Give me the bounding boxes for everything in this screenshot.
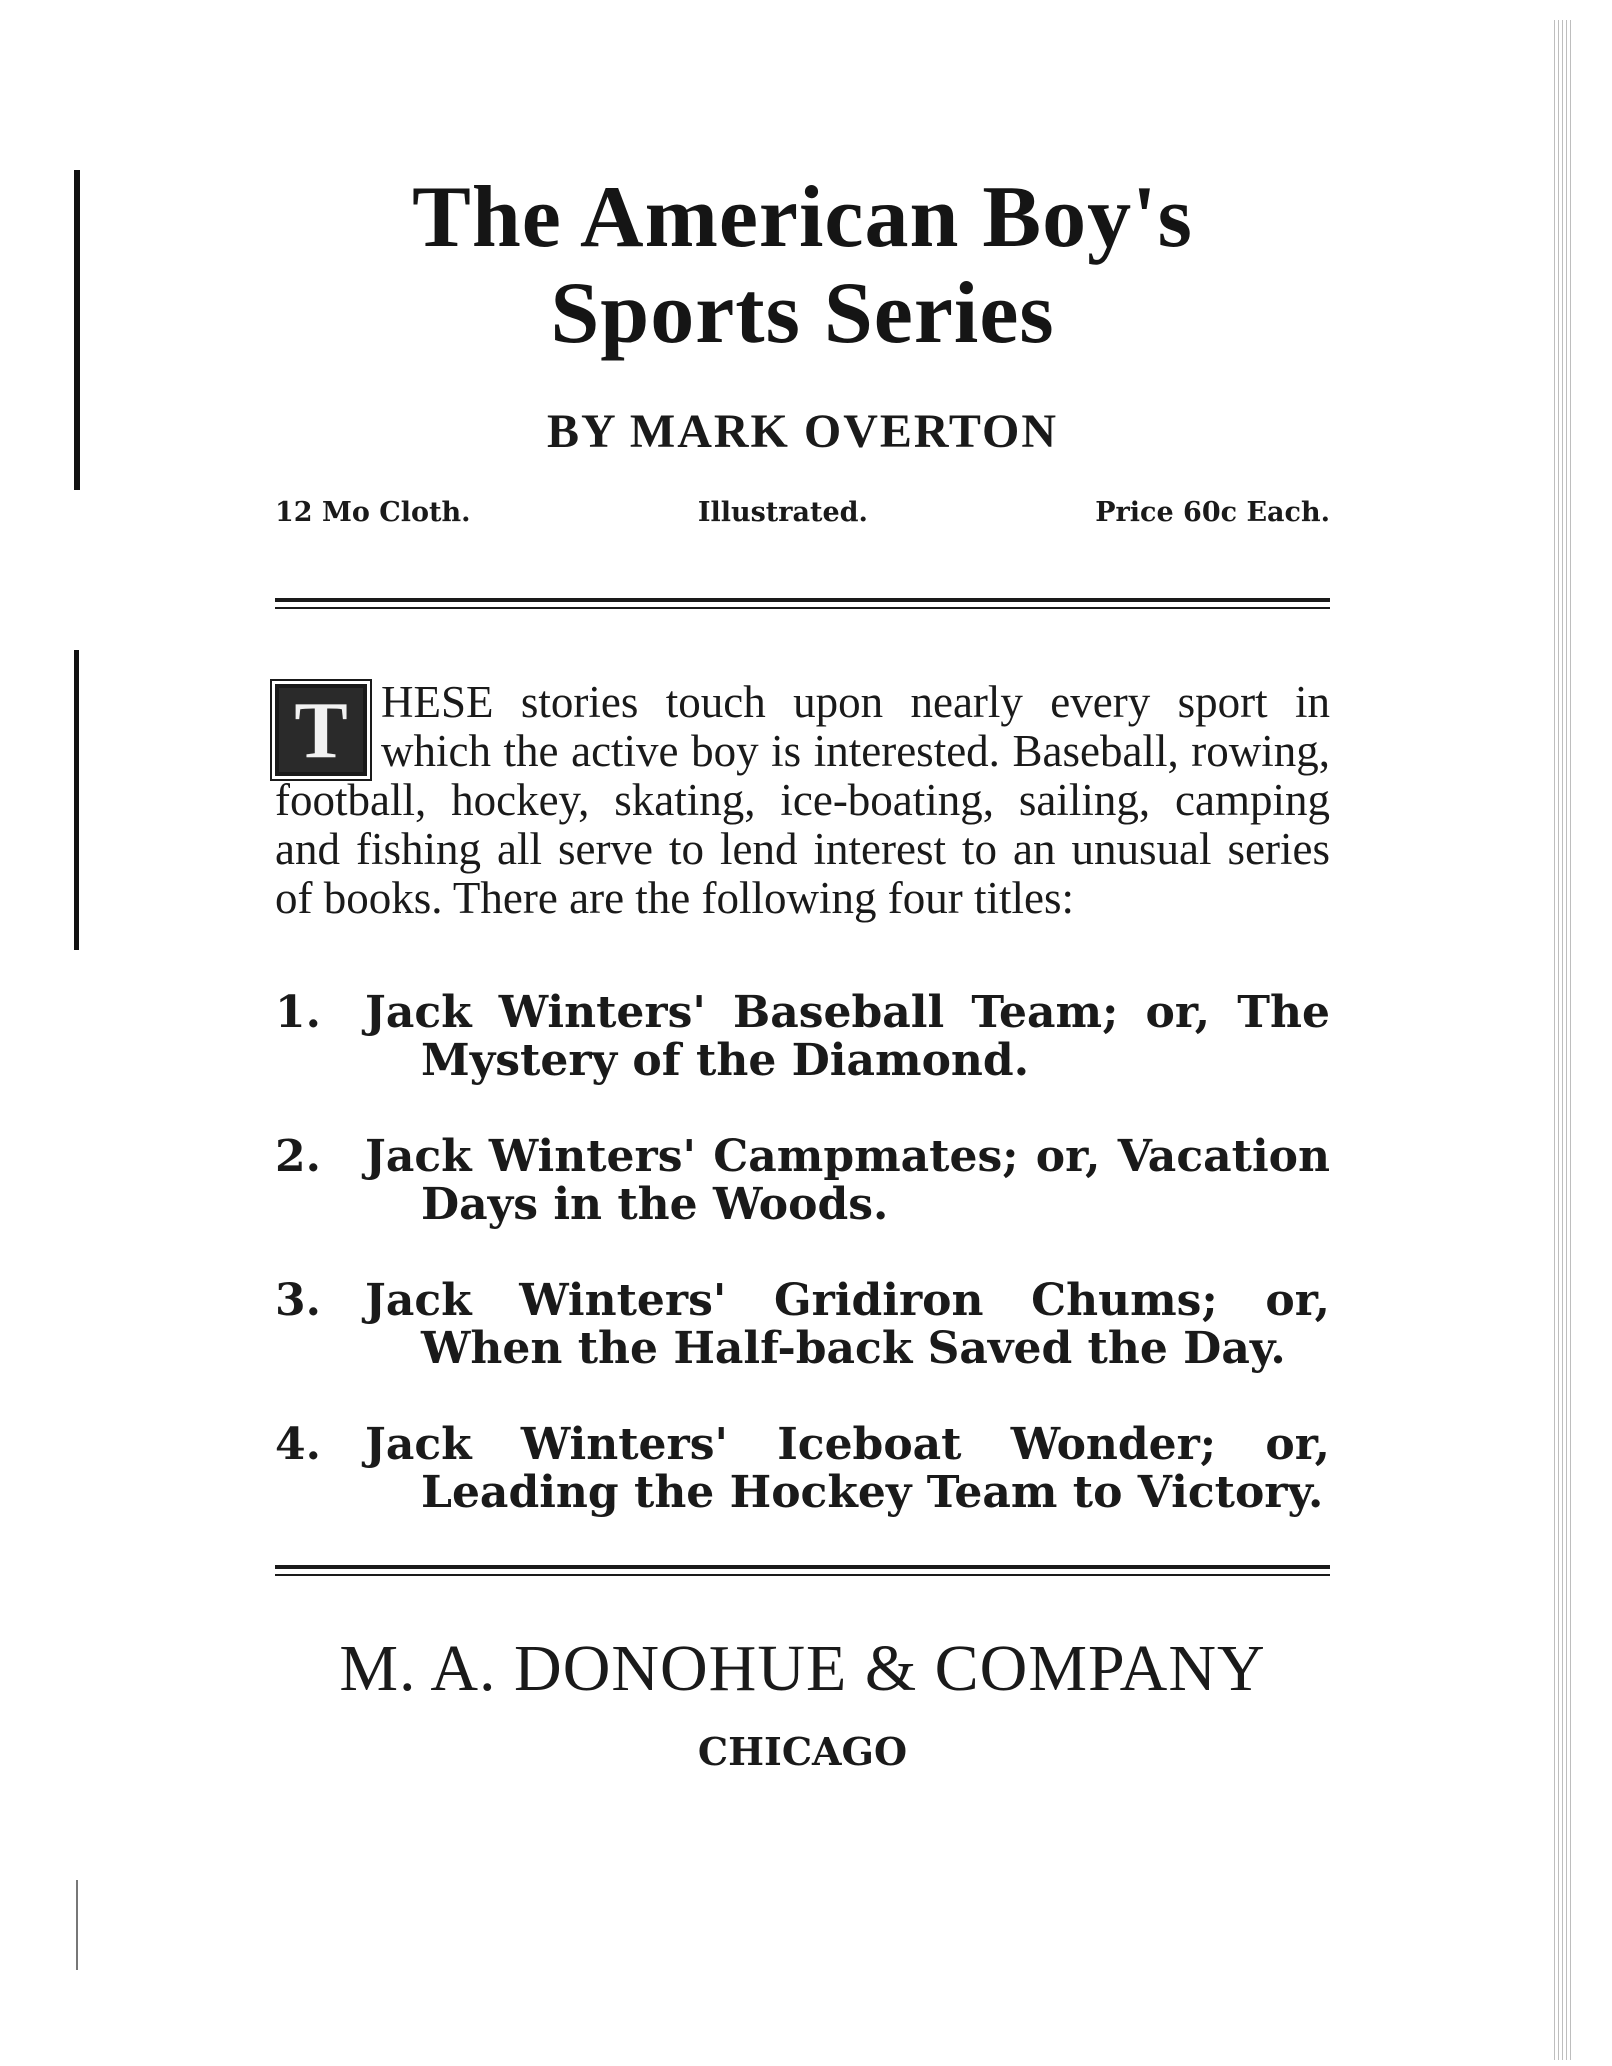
series-title — [275, 170, 1330, 362]
series-description — [275, 678, 1330, 923]
scan-edge-mark — [74, 170, 80, 490]
list-item — [275, 1421, 1330, 1517]
advertisement-page — [275, 170, 1330, 1774]
title-text: Jack Winters' Baseball Team; or, The Mystery of the Diamond. — [365, 987, 1330, 1086]
drop-cap-initial: T — [275, 684, 367, 776]
list-item — [275, 989, 1330, 1085]
illustrated-label: Illustrated. — [697, 497, 868, 528]
title-text: Jack Winters' Campmates; or, Vacation Days in the Woods. — [365, 1131, 1330, 1230]
title-number: 2. — [275, 1131, 321, 1182]
book-title-list — [275, 989, 1330, 1517]
scan-edge-mark — [76, 1880, 78, 1970]
title-number: 1. — [275, 987, 321, 1038]
title-text: Jack Winters' Gridiron Chums; or, When the Half-back Saved the Day. — [365, 1275, 1330, 1374]
format-label: 12 Mo Cloth. — [275, 497, 471, 528]
price-label: Price 60c Each. — [1095, 497, 1330, 528]
scan-page-edge — [1554, 20, 1572, 2060]
double-rule-divider — [275, 598, 1330, 612]
publisher-name: M. A. DONOHUE & COMPANY — [339, 1632, 1266, 1705]
book-details-row — [275, 497, 1330, 528]
title-number: 4. — [275, 1419, 321, 1470]
double-rule-divider — [275, 1565, 1330, 1579]
publisher-city: CHICAGO — [697, 1729, 908, 1774]
description-text: HESE stories touch upon nearly every sport in which the active boy is interested. Baseball, rowing, football, hockey, skating, ice-boating, sailing, camping and fishing all serve to lend interest to an unusual series of books. There are the following four titles: — [275, 677, 1330, 923]
scan-edge-mark — [74, 650, 79, 950]
author-byline: BY MARK OVERTON — [546, 405, 1058, 458]
series-title-line-2: Sports Series — [550, 265, 1055, 362]
list-item — [275, 1277, 1330, 1373]
list-item — [275, 1133, 1330, 1229]
series-title-line-1: The American Boy's — [412, 169, 1193, 266]
title-number: 3. — [275, 1275, 321, 1326]
title-text: Jack Winters' Iceboat Wonder; or, Leading the Hockey Team to Victory. — [365, 1419, 1330, 1518]
